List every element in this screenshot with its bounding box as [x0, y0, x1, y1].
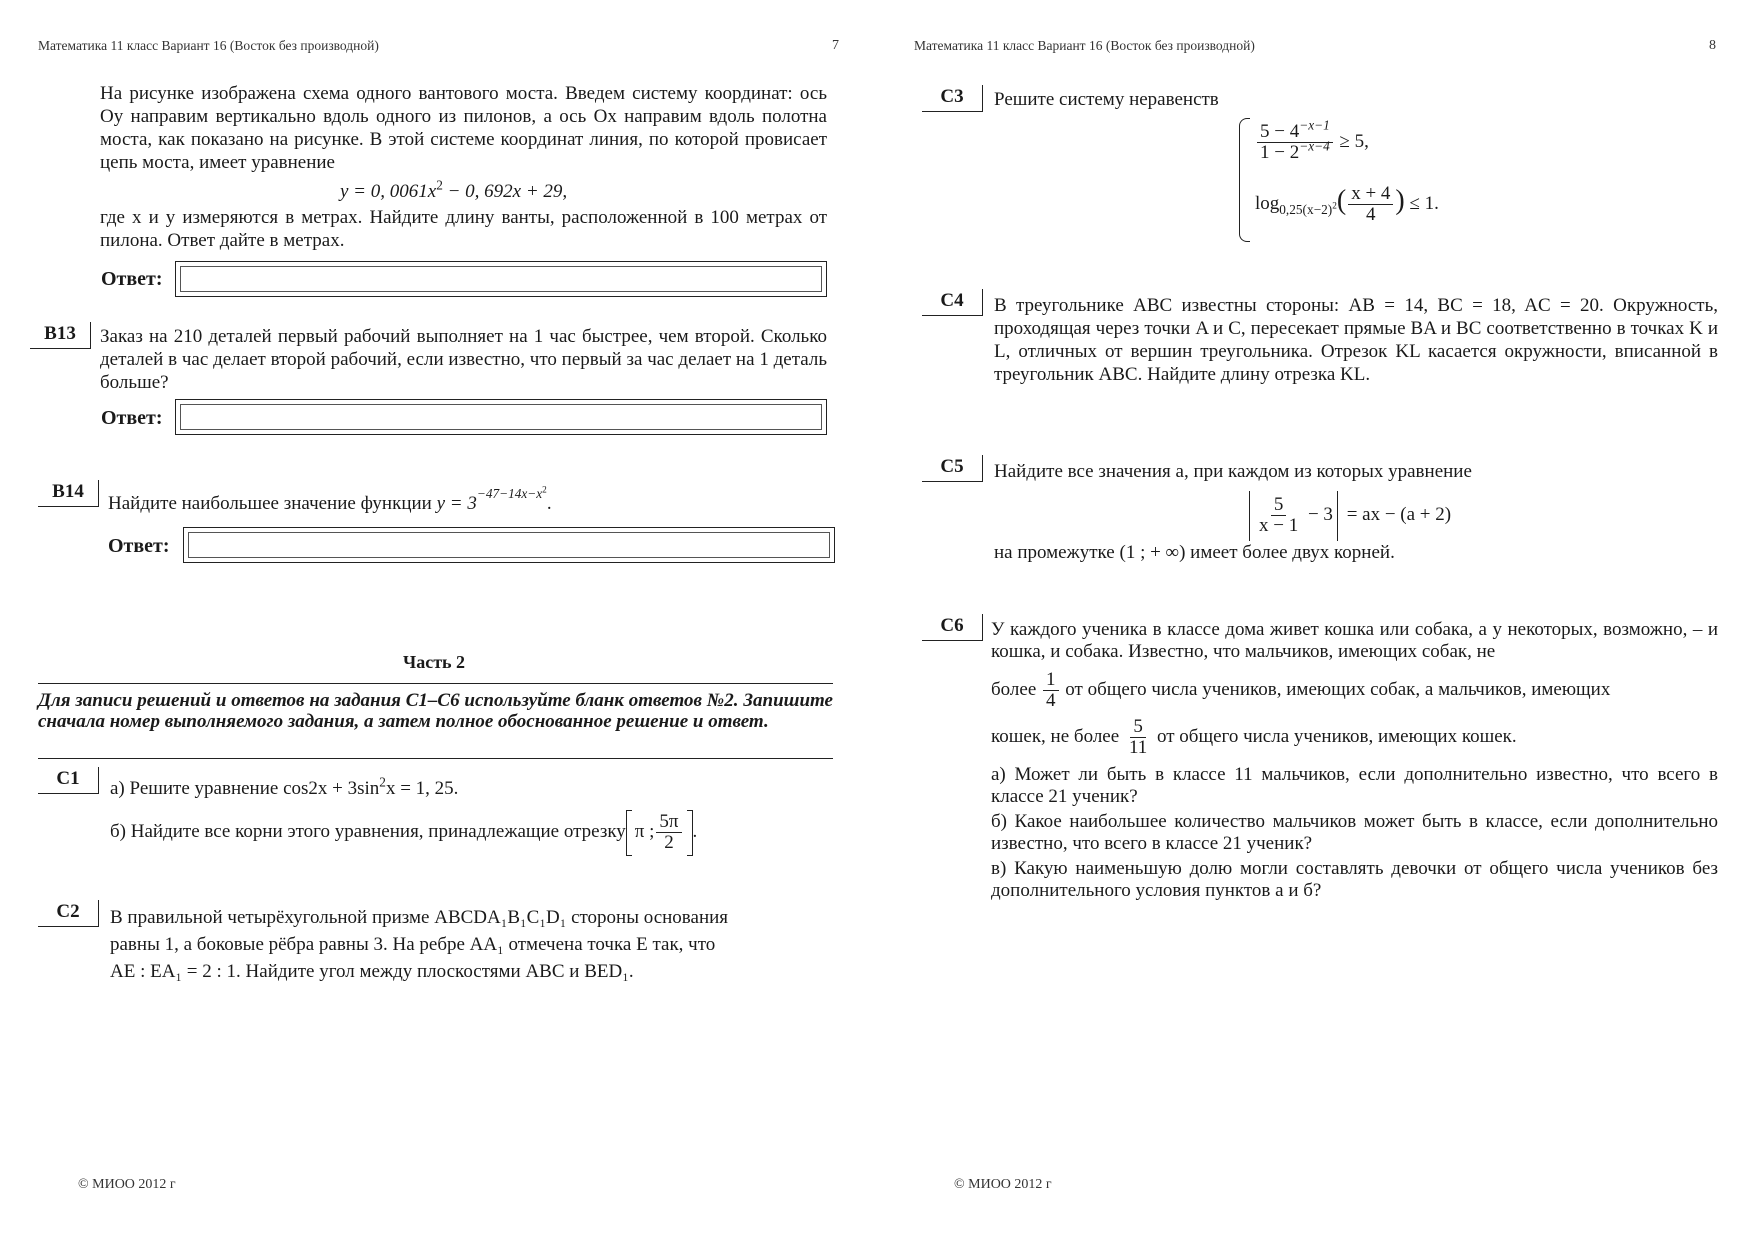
c2-line-3: AE : EA₁ = 2 : 1. Найдите угол между плоскостями ABC и BED₁.: [110, 961, 634, 982]
fraction-numerator: 1: [1043, 670, 1059, 691]
task-tag-c2: C2: [38, 900, 99, 927]
task-tag-c1: C1: [38, 767, 99, 794]
page-header: Математика 11 класс Вариант 16 (Восток без производной): [38, 38, 379, 53]
paren-right: ): [1395, 184, 1405, 216]
fraction-numerator: 5: [1271, 495, 1287, 516]
b12-text: На рисунке изображена схема одного вантового моста. Введем систему координат: ось Oy направим вертикально вдоль одного из пилонов, а ось Ox направим вдоль полотна моста, как показано на рисунке. В этой системе координат линия, по которой провисает цепь моста, имеет уравнение: [100, 83, 827, 173]
task-tag-b14: B14: [38, 480, 99, 507]
system-brace: [1239, 118, 1250, 242]
c6-text-part: от общего числа учеников, имеющих кошек.: [1156, 726, 1517, 747]
den-power: [1299, 139, 1330, 154]
c6-text-part: кошек, не более: [991, 726, 1120, 747]
c6-question-b: б) Какое наибольшее количество мальчиков может быть в классе, если дополнительно известно, что всего в классе 21 ученик?: [991, 811, 1718, 854]
log-base-power: 2: [1332, 201, 1337, 212]
page-header: Математика 11 класс Вариант 16 (Восток без производной): [914, 38, 1255, 53]
fraction-denominator: 4: [1366, 203, 1376, 225]
c1-part-b: [110, 807, 697, 857]
answer-box-b12[interactable]: [175, 261, 827, 297]
part2-instructions: Для записи решений и ответов на задания C1–C6 используйте бланк ответов №2. Запишите сначала номер выполняемого задания, а затем полное обоснованное решение и ответ.: [38, 690, 833, 732]
fraction-denominator: 2: [664, 832, 674, 854]
c1-b-left: π ;: [634, 821, 655, 842]
c3-text: Решите систему неравенств: [994, 89, 1219, 110]
c1-b-text: б) Найдите все корни этого уравнения, принадлежащие отрезку: [110, 821, 626, 842]
fraction-numerator: x + 4: [1348, 184, 1393, 205]
c6-question-c: в) Какую наименьшую долю могли составлять девочки от общего числа учеников без дополнительного условия пунктов а и б?: [991, 858, 1718, 901]
num-power-text: −x−1: [1299, 117, 1330, 133]
answer-label: Ответ:: [108, 535, 170, 557]
part2-title: Часть 2: [403, 652, 466, 672]
task-tag-c5: C5: [922, 455, 983, 482]
num-part: 5 − 4: [1260, 121, 1300, 142]
log: log: [1255, 192, 1280, 214]
fraction: [1256, 495, 1301, 536]
task-tag-c4: C4: [922, 289, 983, 316]
c3-inequality-2: [1255, 184, 1439, 225]
answer-label: Ответ:: [101, 268, 163, 290]
c1-a-text: а) Решите уравнение cos2x + 3sin: [110, 778, 380, 799]
c1-part-a: [110, 774, 459, 800]
abs-bar-right: [1337, 491, 1338, 541]
c2-line-1: В правильной четырёхугольной призме ABCDA₁B₁C₁D₁ стороны основания: [110, 907, 729, 928]
answer-label: Ответ:: [101, 407, 163, 429]
formula-part: − 0, 692x + 29,: [442, 181, 568, 202]
formula-part: y = 0, 0061x: [340, 181, 437, 202]
c3-inequality-1: [1255, 117, 1369, 163]
fraction: [1348, 184, 1393, 225]
fraction-denominator: 4: [1046, 690, 1056, 712]
c6-line-3: [991, 712, 1517, 762]
c4-text: В треугольнике ABC известны стороны: AB = 14, BC = 18, AC = 20. Окружность, проходящая через точки A и C, пересекает прямые BA и BC соответственно в точках K и L, отличных от вершин треугольника. Отрезок KL касается окружности, вписанной в треугольник ABC. Найдите длину отрезка KL.: [994, 295, 1718, 385]
task-tag-c6: C6: [922, 614, 983, 641]
b12-text-2: где x и y измеряются в метрах. Найдите длину ванты, расположенной в 100 метрах от пилона. Ответ дайте в метрах.: [100, 207, 827, 251]
c5-mid: − 3: [1307, 504, 1333, 525]
c6-question-a: а) Может ли быть в классе 11 мальчиков, если дополнительно известно, что всего в классе 21 ученик?: [991, 764, 1718, 807]
page-number: 7: [832, 38, 839, 53]
den-part: 1 − 2: [1260, 141, 1300, 163]
c5-equation: [1245, 488, 1451, 542]
page-right: [877, 0, 1754, 1239]
c3-rhs-2: ≤ 1.: [1409, 192, 1439, 214]
fraction-numerator: 5: [1130, 717, 1146, 738]
b14-power-2: 2: [542, 485, 547, 496]
task-tag-c3: C3: [922, 85, 983, 112]
divider: [38, 758, 833, 759]
fraction-numerator: 5π: [656, 812, 681, 833]
fraction-denominator: [1257, 138, 1333, 163]
den-power-text: −x−4: [1299, 138, 1330, 154]
b13-text: Заказ на 210 деталей первый рабочий выполняет на 1 час быстрее, чем второй. Сколько деталей в час делает второй рабочий, если известно, что первый за час делает на 1 деталь больше?: [100, 326, 827, 393]
c6-text-part: от общего числа учеников, имеющих собак, а мальчиков, имеющих: [1065, 679, 1611, 700]
formula-power: 2: [436, 177, 443, 193]
page-number: 8: [1709, 38, 1716, 53]
c6-text-part: более: [991, 679, 1037, 700]
c3-rhs-1: ≥ 5,: [1339, 130, 1369, 152]
b14-end: .: [546, 493, 552, 514]
fraction-denominator: x − 1: [1259, 515, 1299, 537]
c6-line-2: [991, 665, 1610, 715]
fraction: [656, 812, 681, 853]
b14-text-part: Найдите наибольшее значение функции: [108, 493, 437, 514]
fraction: [1257, 117, 1333, 163]
task-tag-b13: B13: [30, 322, 91, 349]
bracket-left: [626, 810, 632, 856]
answer-box-b13[interactable]: [175, 399, 827, 435]
log-base-text: 0,25(x−2): [1279, 201, 1333, 217]
log-base: [1279, 202, 1337, 217]
divider: [38, 683, 833, 684]
fraction: [1043, 670, 1059, 711]
b14-power-part: −47−14x−x: [476, 485, 543, 501]
page-footer: © МИОО 2012 г: [954, 1177, 1052, 1192]
b14-text: [108, 485, 552, 515]
c5-text: Найдите все значения a, при каждом из которых уравнение: [994, 461, 1472, 482]
answer-box-b14[interactable]: [183, 527, 835, 563]
paren-left: (: [1336, 184, 1347, 216]
fraction-denominator: 11: [1128, 737, 1148, 759]
num-power: [1299, 118, 1330, 133]
page-footer: © МИОО 2012 г: [78, 1177, 176, 1192]
fraction: [1126, 717, 1150, 758]
c5-rhs: = ax − (a + 2): [1346, 504, 1452, 525]
c5-text-2: на промежутке (1 ; + ∞) имеет более двух корней.: [994, 542, 1395, 563]
c1-a-power: 2: [379, 774, 386, 790]
c1-a-end: x = 1, 25.: [385, 778, 459, 799]
c2-line-2: равны 1, а боковые рёбра равны 3. На ребре AA₁ отмечена точка E так, что: [110, 934, 716, 955]
b14-function: y = 3: [436, 493, 477, 514]
b14-power: [477, 486, 547, 501]
b12-formula: [340, 177, 568, 203]
c6-text: У каждого ученика в классе дома живет кошка или собака, а у некоторых, возможно, – и кошка, и собака. Известно, что мальчиков, имеющих собак, не: [991, 619, 1718, 662]
abs-bar-left: [1249, 491, 1250, 541]
c1-b-end: .: [692, 821, 698, 842]
